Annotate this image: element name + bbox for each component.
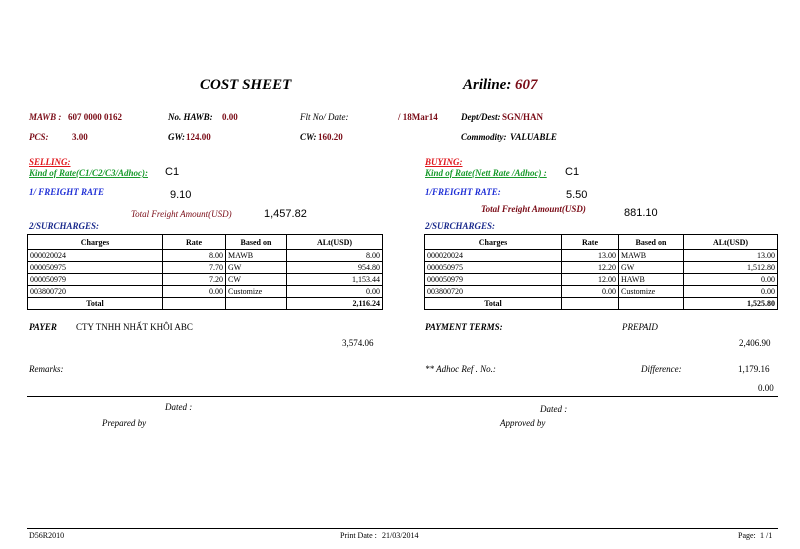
- footer-line: [27, 528, 778, 529]
- payer-label: PAYER: [29, 322, 57, 332]
- pcs-label: PCS:: [29, 132, 49, 142]
- charge-amount: 1,153.44: [287, 274, 383, 286]
- charge-amount: 0.00: [287, 286, 383, 298]
- charge-code: 000050975: [425, 262, 562, 274]
- empty-cell: [562, 298, 619, 310]
- table-row: [425, 262, 778, 274]
- charge-rate: 7.70: [163, 262, 226, 274]
- buying-total-label: Total Freight Amount(USD): [481, 204, 586, 214]
- final-value: 0.00: [758, 383, 774, 393]
- table-row: [28, 274, 383, 286]
- selling-freight-value: 9.10: [170, 189, 192, 201]
- buying-freight-value: 5.50: [566, 189, 588, 201]
- selling-charges-table: [27, 234, 383, 310]
- charge-amount: 0.00: [684, 286, 778, 298]
- hawb-value: 0.00: [222, 112, 238, 122]
- gw-label: GW:: [168, 132, 186, 142]
- buying-grand-total: 2,406.90: [739, 338, 771, 348]
- charge-code: 000050979: [28, 274, 163, 286]
- buying-freight-label: 1/FREIGHT RATE:: [425, 187, 501, 197]
- total-label: Total: [425, 298, 562, 310]
- charge-amount: 1,512.80: [684, 262, 778, 274]
- selling-grand-total: 3,574.06: [342, 338, 374, 348]
- charge-basis: Customize: [226, 286, 287, 298]
- charge-amount: 954.80: [287, 262, 383, 274]
- charge-basis: MAWB: [226, 250, 287, 262]
- charge-basis: CW: [226, 274, 287, 286]
- table-total-row: [28, 298, 383, 310]
- difference-value: 1,179.16: [738, 364, 770, 374]
- charge-rate: 0.00: [163, 286, 226, 298]
- dept-label: Dept/Dest:: [461, 112, 501, 122]
- table-header-row: [28, 235, 383, 250]
- airline-value: 607: [515, 77, 538, 93]
- charge-amount: 0.00: [684, 274, 778, 286]
- charge-rate: 12.20: [562, 262, 619, 274]
- buying-heading: BUYING:: [425, 157, 463, 167]
- buying-charges-table: [424, 234, 778, 310]
- cw-value: 160.20: [318, 132, 343, 142]
- selling-heading: SELLING:: [29, 157, 71, 167]
- charge-basis: MAWB: [619, 250, 684, 262]
- remarks-label: Remarks:: [29, 364, 64, 374]
- print-date-value: 21/03/2014: [382, 531, 419, 540]
- flt-value: / 18Mar14: [398, 112, 438, 122]
- total-label: Total: [28, 298, 163, 310]
- total-value: 1,525.80: [684, 298, 778, 310]
- approved-by-label: Approved by: [500, 418, 546, 428]
- page-value: 1 /1: [760, 531, 773, 540]
- page-title: COST SHEET: [200, 77, 292, 93]
- charge-code: 000050979: [425, 274, 562, 286]
- total-value: 2,116.24: [287, 298, 383, 310]
- charge-code: 003800720: [28, 286, 163, 298]
- selling-kind-label: Kind of Rate(C1/C2/C3/Adhoc):: [29, 168, 149, 178]
- buying-kind-value: C1: [565, 166, 580, 178]
- dept-value: SGN/HAN: [502, 112, 544, 122]
- pcs-value: 3.00: [72, 132, 88, 142]
- empty-cell: [619, 298, 684, 310]
- commodity-value: VALUABLE: [510, 132, 557, 142]
- charge-code: 000050975: [28, 262, 163, 274]
- charge-basis: Customize: [619, 286, 684, 298]
- table-row: [28, 250, 383, 262]
- charge-code: 000020024: [28, 250, 163, 262]
- buying-kind-label: Kind of Rate(Nett Rate /Adhoc) :: [425, 168, 547, 178]
- airline-label: Ariline:: [463, 77, 512, 93]
- selling-surcharges-label: 2/SURCHARGES:: [29, 221, 100, 231]
- charge-rate: 13.00: [562, 250, 619, 262]
- empty-cell: [163, 298, 226, 310]
- table-row: [28, 262, 383, 274]
- payment-terms-label: PAYMENT TERMS:: [425, 322, 503, 332]
- column-header: Rate: [163, 235, 226, 250]
- charge-rate: 12.00: [562, 274, 619, 286]
- column-header: ALt(USD): [684, 235, 778, 250]
- table-total-row: [425, 298, 778, 310]
- charge-rate: 0.00: [562, 286, 619, 298]
- selling-kind-value: C1: [165, 166, 180, 178]
- buying-total-value: 881.10: [624, 207, 658, 219]
- charge-code: 003800720: [425, 286, 562, 298]
- gw-value: 124.00: [186, 132, 211, 142]
- charge-amount: 8.00: [287, 250, 383, 262]
- report-code: D56R2010: [29, 531, 65, 540]
- dated-label-left: Dated :: [165, 402, 193, 412]
- table-row: [425, 274, 778, 286]
- empty-cell: [226, 298, 287, 310]
- selling-total-value: 1,457.82: [264, 208, 307, 220]
- column-header: Charges: [28, 235, 163, 250]
- charge-code: 000020024: [425, 250, 562, 262]
- page-label: Page:: [738, 531, 756, 540]
- charge-basis: GW: [619, 262, 684, 274]
- mawb-value: 607 0000 0162: [68, 112, 122, 122]
- commodity-label: Commodity:: [461, 132, 507, 142]
- mawb-label: MAWB :: [29, 112, 62, 122]
- column-header: Charges: [425, 235, 562, 250]
- payer-value: CTY TNHH NHẤT KHÔI ABC: [76, 322, 193, 332]
- column-header: Rate: [562, 235, 619, 250]
- table-header-row: [425, 235, 778, 250]
- charge-basis: GW: [226, 262, 287, 274]
- cw-label: CW:: [300, 132, 317, 142]
- selling-total-label: Total Freight Amount(USD): [131, 209, 232, 219]
- table-row: [425, 250, 778, 262]
- buying-surcharges-label: 2/SURCHARGES:: [425, 221, 496, 231]
- table-row: [425, 286, 778, 298]
- prepared-by-label: Prepared by: [102, 418, 147, 428]
- charge-rate: 7.20: [163, 274, 226, 286]
- difference-label: Difference:: [641, 364, 682, 374]
- charge-amount: 13.00: [684, 250, 778, 262]
- column-header: Based on: [226, 235, 287, 250]
- column-header: Based on: [619, 235, 684, 250]
- dated-label-right: Dated :: [540, 404, 568, 414]
- flt-label: Flt No/ Date:: [300, 112, 349, 122]
- payment-terms-value: PREPAID: [622, 322, 658, 332]
- selling-freight-label: 1/ FREIGHT RATE: [29, 187, 105, 197]
- hawb-label: No. HAWB:: [168, 112, 213, 122]
- table-row: [28, 286, 383, 298]
- print-date-label: Print Date :: [340, 531, 377, 540]
- column-header: ALt(USD): [287, 235, 383, 250]
- charge-rate: 8.00: [163, 250, 226, 262]
- adhoc-ref-label: ** Adhoc Ref . No.:: [425, 364, 496, 374]
- separator-line: [27, 396, 778, 397]
- charge-basis: HAWB: [619, 274, 684, 286]
